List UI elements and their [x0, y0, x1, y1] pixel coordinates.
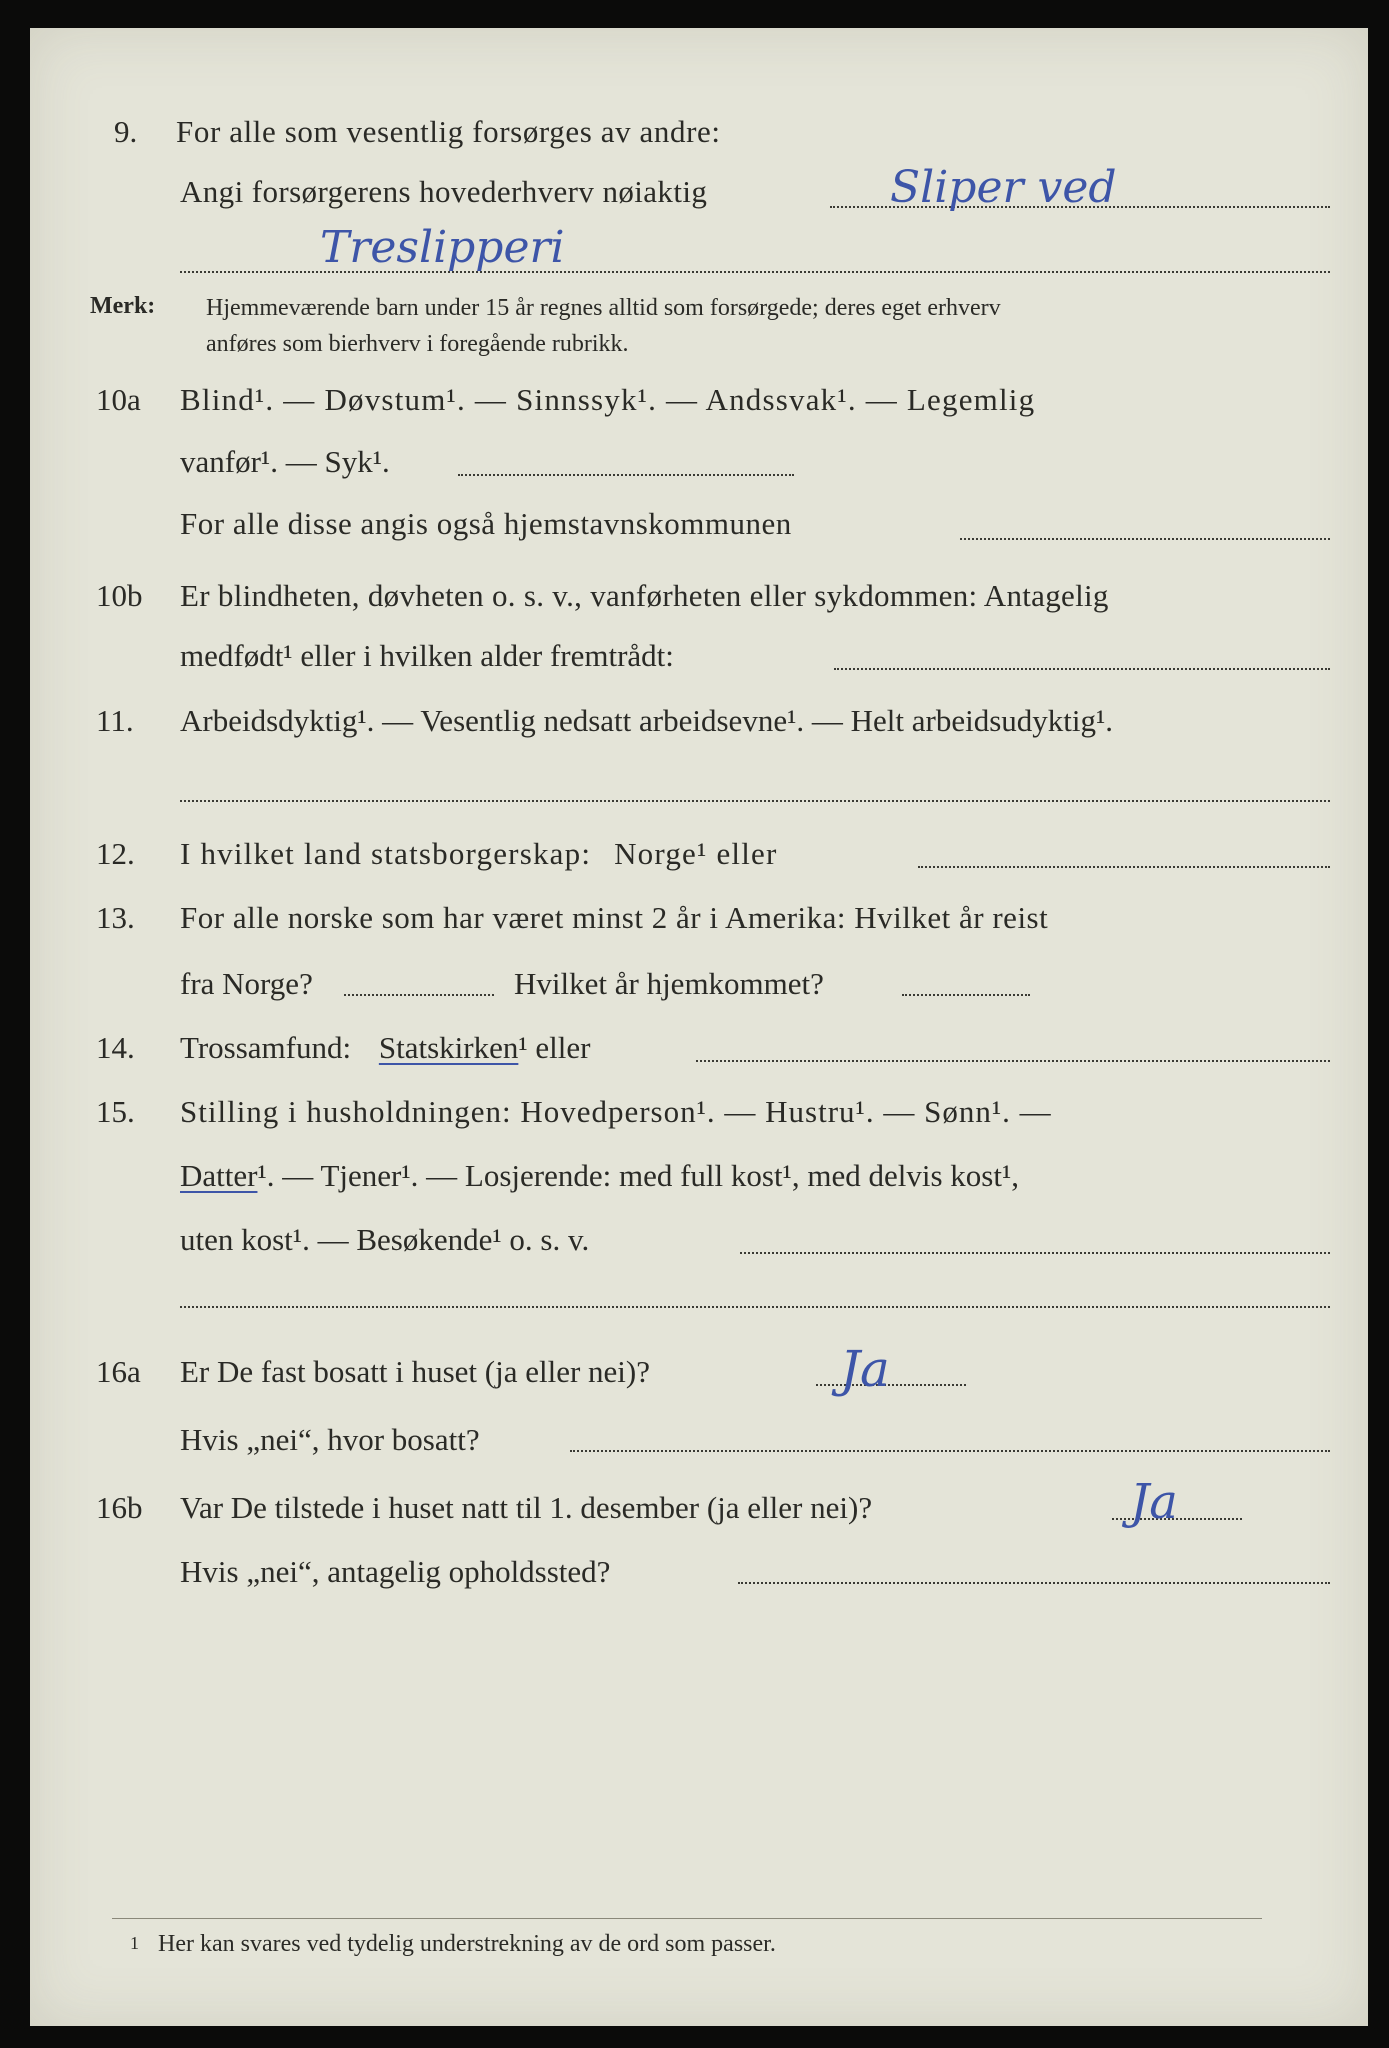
q10b-line2: medfødt¹ eller i hvilken alder fremtrådt: [180, 638, 674, 673]
q10a-answer-line2 [960, 538, 1330, 540]
q16a-answer-line1 [816, 1384, 966, 1386]
q12-answer-line [918, 866, 1330, 868]
q13-line2b: Hvilket år hjemkommet? [514, 966, 824, 1001]
q10a-line2: vanfør¹. — Syk¹. [180, 444, 390, 479]
q12-suffix: ¹ eller [697, 836, 778, 871]
footnote-text: Her kan svares ved tydelig understrekning av de ord som passer. [158, 1931, 776, 1957]
q13-line1: For alle norske som har været minst 2 år i Amerika: Hvilket år reist [180, 900, 1049, 935]
q12-norge: Norge [614, 836, 698, 871]
merk-label: Merk: [90, 293, 156, 319]
q10a-line1: Blind¹. — Døvstum¹. — Sinnssyk¹. — Andssvak¹. — Legemlig [180, 382, 1036, 417]
q9-handwritten-answer2: Treslipperi [320, 222, 565, 273]
q16b-answer-line2 [738, 1582, 1330, 1584]
q11-answer-line [180, 800, 1330, 802]
q15-line2-rest: ¹. — Tjener¹. — Losjerende: med full kost¹, med delvis kost¹, [257, 1158, 1019, 1193]
q12-prefix: I hvilket land statsborgerskap: [180, 836, 592, 871]
q9-handwritten-answer1: Sliper ved [890, 162, 1117, 213]
q15-answer-line2 [180, 1306, 1330, 1308]
q13-number: 13. [96, 900, 135, 935]
q14-statskirken: Statskirken [378, 1030, 519, 1065]
q11-number: 11. [96, 703, 134, 738]
q9-line2: Angi forsørgerens hovederhverv nøiaktig [180, 174, 708, 209]
q16a-handwritten-answer: Ja [840, 1340, 890, 1398]
q16a-answer-line2 [570, 1450, 1330, 1452]
q16b-line2: Hvis „nei“, antagelig opholdssted? [180, 1554, 611, 1589]
q13-answer-line1 [344, 994, 494, 996]
q10a-answer-line1 [458, 474, 794, 476]
q16b-handwritten-answer: Ja [1130, 1474, 1178, 1530]
q15-line3: uten kost¹. — Besøkende¹ o. s. v. [180, 1222, 590, 1257]
q12-number: 12. [96, 836, 135, 871]
q14-number: 14. [96, 1030, 135, 1065]
q13-answer-line2 [902, 994, 1030, 996]
q9-number: 9. [114, 114, 138, 149]
q14-answer-line [696, 1060, 1330, 1062]
q10a-number: 10a [96, 382, 141, 417]
q14-line [180, 1032, 590, 1063]
q10b-number: 10b [96, 578, 143, 613]
q16b-line1: Var De tilstede i huset natt til 1. desember (ja eller nei)? [180, 1490, 873, 1525]
q14-suffix: ¹ eller [518, 1030, 591, 1065]
q16a-line2: Hvis „nei“, hvor bosatt? [180, 1422, 480, 1457]
footnote-mark: 1 [130, 1933, 139, 1953]
q10a-line3: For alle disse angis også hjemstavnskommunen [180, 506, 792, 541]
q10b-line1: Er blindheten, døvheten o. s. v., vanførheten eller sykdommen: Antagelig [180, 578, 1109, 613]
q16a-number: 16a [96, 1354, 141, 1389]
census-form-page [30, 28, 1368, 2026]
q15-line2 [180, 1160, 1019, 1191]
q15-line1: Stilling i husholdningen: Hovedperson¹. — Hustru¹. — Sønn¹. — [180, 1094, 1052, 1129]
q15-datter: Datter [180, 1158, 258, 1193]
q9-line1: For alle som vesentlig forsørges av andre: [176, 114, 721, 149]
q16a-line1: Er De fast bosatt i huset (ja eller nei)? [180, 1354, 650, 1389]
q13-line2a: fra Norge? [180, 966, 313, 1001]
q15-number: 15. [96, 1094, 135, 1129]
q16b-number: 16b [96, 1490, 143, 1525]
q15-answer-line1 [740, 1252, 1330, 1254]
q10b-answer-line [834, 668, 1330, 670]
q11-line1: Arbeidsdyktig¹. — Vesentlig nedsatt arbeidsevne¹. — Helt arbeidsudyktig¹. [180, 703, 1114, 738]
merk-line1: Hjemmeværende barn under 15 år regnes alltid som forsørgede; deres eget erhverv [206, 295, 1001, 321]
merk-line2: anføres som bierhverv i foregående rubrikk. [206, 331, 629, 357]
footnote-rule [112, 1918, 1262, 1919]
q12-line [180, 838, 778, 869]
q14-prefix: Trossamfund: [180, 1030, 352, 1065]
